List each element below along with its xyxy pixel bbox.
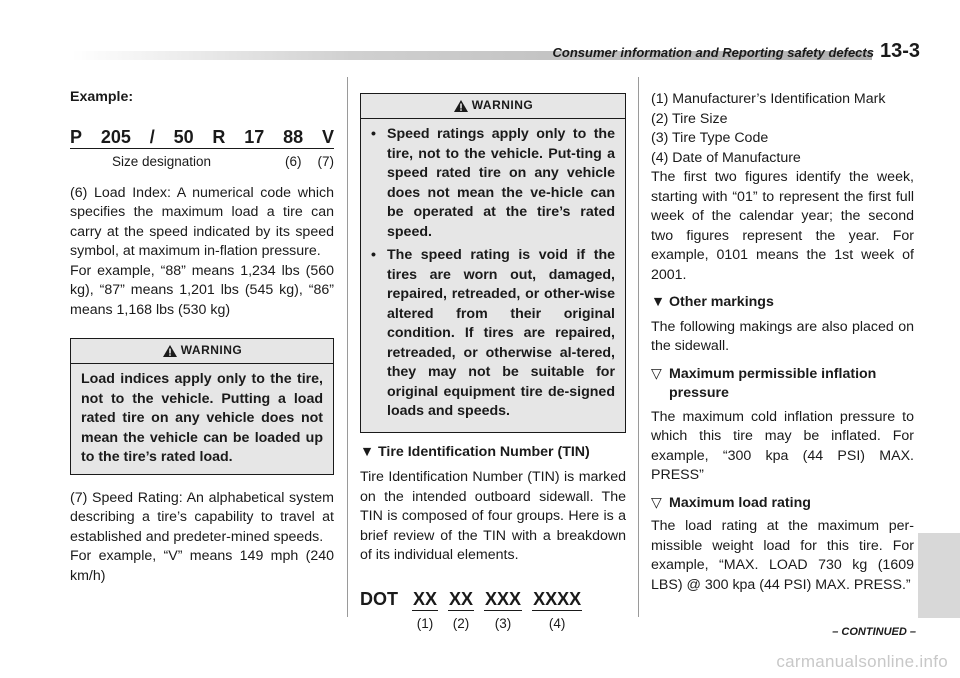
- speed-rating-ref: (7): [317, 154, 334, 169]
- continued-label: – CONTINUED –: [832, 626, 916, 638]
- page-number: 13-3: [879, 40, 920, 62]
- tin-group: [532, 590, 582, 634]
- tire-code-part: 50: [173, 126, 194, 147]
- tire-code-part: V: [321, 126, 334, 147]
- tin-group: [412, 590, 438, 634]
- bullet-icon: •: [371, 247, 376, 263]
- tin-paragraph: Tire Identification Number (TIN) is marked on the intended outboard sidewall. The TIN is composed of four groups. Here is a brief review of the TIN with a breakdown of its individual elements.: [360, 469, 626, 563]
- tin-diagram: [360, 590, 626, 634]
- watermark: carmanualsonline.info: [776, 652, 948, 671]
- bullet-icon: •: [371, 126, 376, 142]
- triangle-outline-icon: ▽: [651, 494, 662, 511]
- warning-bullet: [371, 246, 615, 422]
- column-right: [651, 90, 914, 595]
- column-divider-2: [638, 77, 639, 617]
- speed-rating-paragraph: (7) Speed Rating: An alphabetical system describing a tire’s capability to travel at established and predeter-mined speeds.: [70, 489, 334, 545]
- max-load-paragraph: The load rating at the maximum per-missible weight load for this tire. For example, “MAX. LOAD 730 kg (1609 LBS) @ 300 kpa (44 PSI) MAX. PRESS.”: [651, 518, 914, 593]
- chapter-tab: [918, 533, 960, 618]
- warning-triangle-icon: [162, 344, 178, 358]
- column-middle: [360, 93, 626, 634]
- warning-header: [71, 339, 333, 364]
- column-left: [70, 88, 334, 586]
- warning-bullet: [371, 125, 615, 242]
- tire-size-code: [70, 128, 334, 150]
- tin-group-number: (3): [494, 616, 512, 631]
- speed-rating-example: For example, “V” means 149 mph (240 km/h): [70, 548, 334, 584]
- page-header: [553, 40, 920, 63]
- tin-group-code: XX: [448, 590, 474, 612]
- max-load-heading: ▽ Maximum load rating: [651, 494, 914, 514]
- other-markings-heading: ▼ Other markings: [651, 293, 914, 313]
- tin-element-item: (2) Tire Size: [651, 110, 728, 127]
- tin-heading: ▼ Tire Identification Number (TIN): [360, 443, 626, 463]
- tire-code-part: 205: [100, 126, 131, 147]
- bullet-text: The speed rating is void if the tires are worn out, damaged, repaired, retreaded, or other-wise altered from their original condition. If tires are repaired, retreaded, or otherwise al-tered, they may not be suitable for original equipment tire de-signed loads and speeds.: [387, 247, 615, 419]
- tin-group-code: XXXX: [532, 590, 582, 612]
- warning-header: [361, 94, 625, 119]
- tin-element-item: (1) Manufacturer’s Identification Mark: [651, 91, 886, 107]
- tin-group-number: (1): [416, 616, 434, 631]
- triangle-down-icon: ▼: [360, 443, 375, 460]
- speed-warning-box: [360, 93, 626, 433]
- example-label: Example:: [70, 89, 134, 105]
- load-index-paragraph: (6) Load Index: A numerical code which specifies the maximum load a tire can carry at the speed indicated by its speed symbol, at maximum in-flation pressure.: [70, 184, 334, 259]
- triangle-outline-icon: ▽: [651, 365, 662, 382]
- warning-triangle-icon: [453, 99, 469, 113]
- load-warning-box: [70, 338, 334, 475]
- warning-body: [361, 119, 625, 432]
- warning-title: WARNING: [180, 343, 243, 358]
- tin-group: [448, 590, 474, 634]
- tire-code-part: /: [149, 126, 155, 147]
- tire-code-part: 88: [283, 126, 304, 147]
- tire-code-part: R: [212, 126, 226, 147]
- warning-text: Load indices apply only to the tire, not to the vehicle. Putting a load rated tire on any vehicle does not mean the vehicle can be loaded up to the tire’s rated load.: [81, 371, 323, 465]
- section-title: Consumer information and Reporting safety defects: [552, 45, 874, 60]
- column-divider-1: [347, 77, 348, 617]
- tire-code-part: 17: [244, 126, 265, 147]
- date-paragraph: The first two figures identify the week, starting with “01” to represent the first full week of the calendar year; the second two figures represent the year. For example, 0101 means the 1st week of 2001.: [651, 169, 914, 283]
- other-markings-paragraph: The following makings are also placed on the sidewall.: [651, 318, 914, 354]
- max-inflation-paragraph: The maximum cold inflation pressure to which this tire may be inflated. For example, “300 kpa (44 PSI) MAX. PRESS”: [651, 408, 914, 483]
- tin-element-item: (3) Tire Type Code: [651, 130, 769, 146]
- tin-group-number: (4): [548, 616, 566, 631]
- load-index-example: For example, “88” means 1,234 lbs (560 kg), “87” means 1,201 lbs (545 kg), “86” means 1,168 lbs (530 kg): [70, 262, 334, 318]
- max-inflation-heading: ▽ Maximum permissible inflation pressure: [651, 365, 914, 404]
- tin-element-item: (4) Date of Manufacture: [651, 149, 801, 166]
- tire-code-legend: [70, 152, 334, 172]
- warning-title: WARNING: [471, 98, 534, 113]
- tin-group-code: XXX: [484, 590, 522, 612]
- triangle-down-icon: ▼: [651, 294, 666, 310]
- load-index-ref: (6): [285, 154, 302, 169]
- dot-label: DOT: [360, 588, 398, 609]
- tin-group: [484, 590, 522, 634]
- tin-group-code: XX: [412, 590, 438, 612]
- tire-code-part: P: [70, 126, 83, 147]
- size-designation-label: Size designation: [112, 154, 212, 169]
- bullet-text: Speed ratings apply only to the tire, not to the vehicle. Put-ting a speed rated tire on any vehicle does not mean the ve-hicle can be operated at the tire’s rated speed.: [387, 126, 615, 240]
- tin-group-number: (2): [452, 616, 470, 631]
